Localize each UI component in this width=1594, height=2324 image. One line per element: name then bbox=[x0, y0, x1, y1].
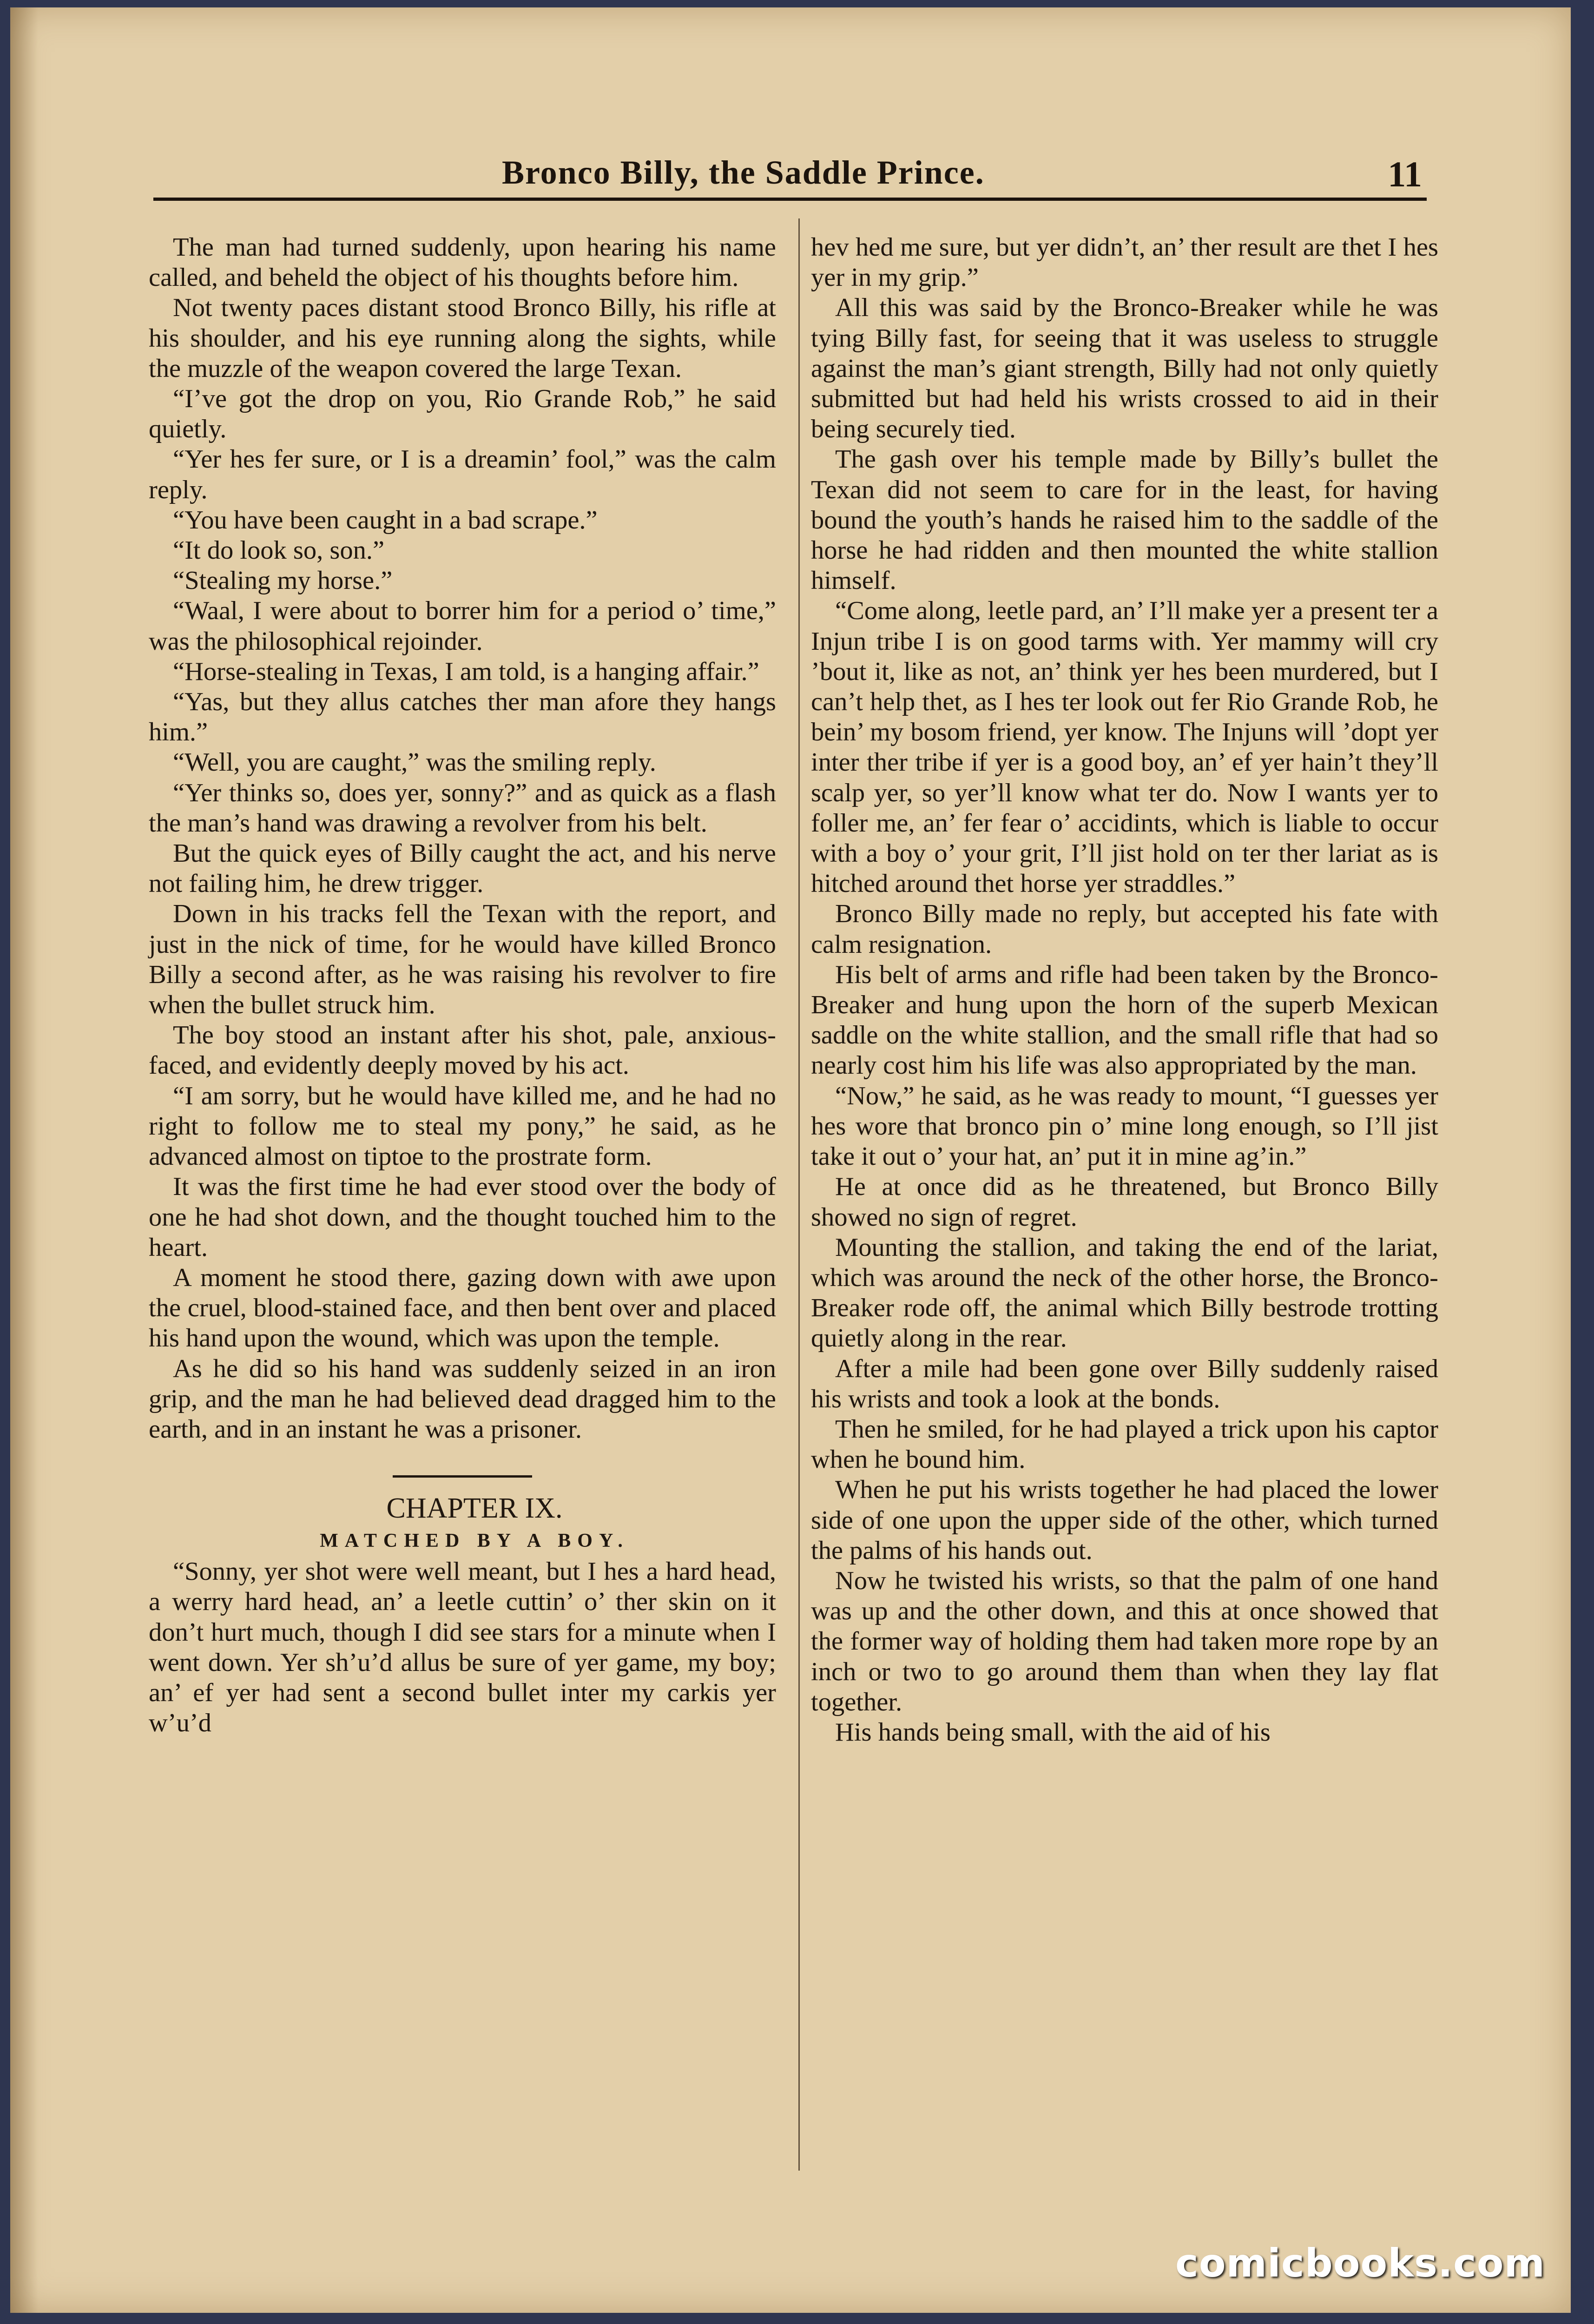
paragraph: “I’ve got the drop on you, Rio Grande Rob,” he said quietly. bbox=[149, 384, 776, 444]
paragraph: It was the first time he had ever stood over the body of one he had shot down, and the thought touched him to the heart. bbox=[149, 1172, 776, 1262]
paragraph: “Yas, but they allus catches ther man afore they hangs him.” bbox=[149, 687, 776, 747]
paragraph: After a mile had been gone over Billy suddenly raised his wrists and took a look at the bonds. bbox=[811, 1354, 1438, 1413]
paragraph: A moment he stood there, gazing down with awe upon the cruel, blood-stained face, and then bent over and placed his hand upon the wound, which was upon the temple. bbox=[149, 1263, 776, 1353]
running-header bbox=[158, 153, 1422, 205]
paragraph: Bronco Billy made no reply, but accepted his fate with calm resignation. bbox=[811, 899, 1438, 959]
left-column bbox=[149, 232, 776, 1738]
paragraph: As he did so his hand was suddenly seized in an iron grip, and the man he had believed dead dragged him to the earth, and in an instant he was a prisoner. bbox=[149, 1354, 776, 1444]
paragraph: “Yer thinks so, does yer, sonny?” and as quick as a flash the man’s hand was drawing a revolver from his belt. bbox=[149, 778, 776, 838]
paragraph: “Horse-stealing in Texas, I am told, is a hanging affair.” bbox=[173, 657, 759, 686]
left-column-text-after-chapter bbox=[149, 1557, 776, 1738]
paragraph: “You have been caught in a bad scrape.” bbox=[173, 505, 598, 535]
paragraph: His belt of arms and rifle had been taken by the Bronco-Breaker and hung upon the horn of the superb Mexican saddle on the white stallion, and the small rifle that had so nearly cost him his life was also appropriated by the man. bbox=[811, 960, 1438, 1080]
paragraph: “Sonny, yer shot were well meant, but I hes a hard head, a werry hard head, an’ a leetle cuttin’ o’ ther skin on it don’t hurt much, though I did see stars for a minute when I went down. Yer sh’u’d allus be sure of yer game, my boy; an’ ef yer had sent a second bullet inter my carkis yer w’u’d bbox=[149, 1557, 776, 1738]
paragraph: Then he smiled, for he had played a trick upon his captor when he bound him. bbox=[811, 1414, 1438, 1474]
chapter-subtitle: MATCHED BY A BOY. bbox=[320, 1530, 629, 1552]
watermark: comicbooks.com bbox=[1175, 2240, 1545, 2286]
paragraph: “Well, you are caught,” was the smiling reply. bbox=[173, 748, 656, 777]
header-rule bbox=[153, 198, 1427, 201]
chapter-title: CHAPTER IX. bbox=[386, 1492, 563, 1525]
paragraph: “Yer hes fer sure, or I is a dreamin’ fool,” was the calm reply. bbox=[149, 445, 776, 504]
paragraph: He at once did as he threatened, but Bronco Billy showed no sign of regret. bbox=[811, 1172, 1438, 1232]
paragraph: “I am sorry, but he would have killed me, and he had no right to follow me to steal my pony,” he said, as he advanced almost on tiptoe to the prostrate form. bbox=[149, 1081, 776, 1171]
paragraph: When he put his wrists together he had placed the lower side of one upon the upper side of the other, which turned the palms of his hands out. bbox=[811, 1475, 1438, 1565]
paragraph: “Come along, leetle pard, an’ I’ll make yer a present ter a Injun tribe I is on good tarms with. Yer mammy will cry ’bout it, like as not, an’ think yer hes been murdered, but I can’t help thet, as I hes ter look out fer Rio Grande Rob, he bein’ my bosom friend, yer know. The Injuns will ’dopt yer inter ther tribe if yer is a good boy, an’ ef yer hain’t they’ll scalp yer, so yer’ll know what ter do. Now I wants yer to foller me, an’ fer fear o’ accidints, which is liable to occur with a boy o’ your grit, I’ll jist hold on ter ther lariat as is hitched around thet horse yer straddles.” bbox=[811, 596, 1438, 898]
paragraph: The boy stood an instant after his shot, pale, anxious-faced, and evidently deeply moved by his act. bbox=[149, 1021, 776, 1080]
chapter-rule bbox=[393, 1475, 532, 1478]
paragraph: His hands being small, with the aid of his bbox=[835, 1717, 1271, 1747]
paragraph: The gash over his temple made by Billy’s bullet the Texan did not seem to care for in the least, for having bound the youth’s hands he raised him to the saddle of the horse he had ridden and then mounted the white stallion himself. bbox=[811, 445, 1438, 595]
paragraph: Mounting the stallion, and taking the end of the lariat, which was around the neck of the other horse, the Bronco-Breaker rode off, the animal which Billy bestrode trotting quietly along in the rear. bbox=[811, 1233, 1438, 1353]
right-column-text bbox=[811, 232, 1438, 1748]
paragraph: “Stealing my horse.” bbox=[173, 566, 393, 595]
paragraph: hev hed me sure, but yer didn’t, an’ ther result are thet I hes yer in my grip.” bbox=[811, 233, 1438, 292]
running-title: Bronco Billy, the Saddle Prince. bbox=[502, 154, 985, 191]
paragraph: “Waal, I were about to borrer him for a period o’ time,” was the philosophical rejoinder. bbox=[149, 596, 776, 656]
paragraph: The man had turned suddenly, upon hearing his name called, and beheld the object of his thoughts before him. bbox=[149, 233, 776, 292]
page-binding-shadow bbox=[10, 7, 38, 2313]
column-divider bbox=[798, 218, 800, 2171]
paragraph: All this was said by the Bronco-Breaker while he was tying Billy fast, for seeing that it was useless to struggle against the man’s giant strength, Billy had not only quietly submitted but had held his wrists crossed to aid in their being securely tied. bbox=[811, 293, 1438, 444]
left-column-text-before-chapter bbox=[149, 232, 776, 1445]
paragraph: Down in his tracks fell the Texan with the report, and just in the nick of time, for he would have killed Bronco Billy a second after, as he was raising his revolver to fire when the bullet struck him. bbox=[149, 899, 776, 1020]
paragraph: But the quick eyes of Billy caught the act, and his nerve not failing him, he drew trigger. bbox=[149, 839, 776, 898]
paragraph: “It do look so, son.” bbox=[173, 536, 385, 565]
page-number: 11 bbox=[1388, 154, 1422, 194]
right-column bbox=[811, 232, 1438, 1748]
paragraph: Now he twisted his wrists, so that the palm of one hand was up and the other down, and this at once showed that the former way of holding them had taken more rope by an inch or two to go around them than when they lay flat together. bbox=[811, 1566, 1438, 1717]
paragraph: Not twenty paces distant stood Bronco Billy, his rifle at his shoulder, and his eye running along the sights, while the muzzle of the weapon covered the large Texan. bbox=[149, 293, 776, 383]
paragraph: “Now,” he said, as he was ready to mount, “I guesses yer hes wore that bronco pin o’ mine long enough, so I’ll jist take it out o’ your hat, an’ put it in mine ag’in.” bbox=[811, 1081, 1438, 1171]
